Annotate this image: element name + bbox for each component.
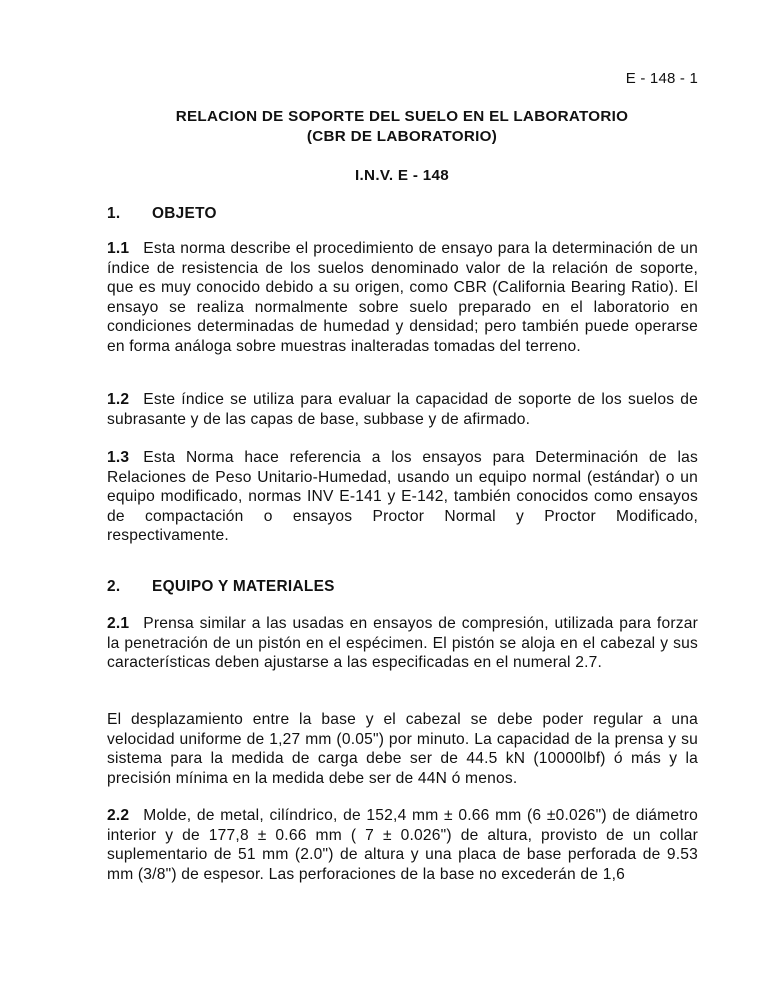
page-number: E - 148 - 1	[625, 70, 698, 87]
paragraph-1-3	[107, 448, 698, 546]
section-number: 2.	[107, 578, 121, 595]
paragraph-text: Molde, de metal, cilíndrico, de 152,4 mm ± 0.66 mm (6 ±0.026") de diámetro interior y de 177,8 ± 0.66 mm ( 7 ± 0.026") de altura, provisto de un collar suplementario de 51 mm (2.0") de altura y una placa de base perforada de 9.53 mm (3/8") de espesor. Las perforaciones de la base no excederán de 1,6	[107, 807, 698, 883]
paragraph-1-2	[107, 390, 698, 429]
paragraph-2-1	[107, 614, 698, 673]
paragraph-number: 1.2	[107, 391, 130, 408]
paragraph-1-1	[107, 239, 698, 357]
paragraph-number: 2.1	[107, 615, 130, 632]
section-title: OBJETO	[152, 205, 217, 222]
paragraph-2-1-continued	[107, 710, 698, 788]
paragraph-text: Prensa similar a las usadas en ensayos de compresión, utilizada para forzar la penetración de un pistón en el espécimen. El pistón se aloja en el cabezal y sus características deben ajustarse a las especificadas en el numeral 2.7.	[107, 615, 698, 672]
paragraph-number: 2.2	[107, 807, 130, 824]
paragraph-text: Esta norma describe el procedimiento de ensayo para la determinación de un índice de resistencia de los suelos denominado valor de la relación de soporte, que es muy conocido debido a su origen, como CBR (California Bearing Ratio). El ensayo se realiza normalmente sobre suelo preparado en el laboratorio en condiciones determinadas de humedad y densidad; pero también puede operarse en forma análoga sobre muestras inalteradas tomadas del terreno.	[107, 240, 698, 355]
paragraph-2-2	[107, 806, 698, 884]
paragraph-text: Esta Norma hace referencia a los ensayos para Determinación de las Relaciones de Peso Unitario-Humedad, usando un equipo normal (estándar) o un equipo modificado, normas INV E-141 y E-142, también conocidos como ensayos de compactación o ensayos Proctor Normal y Proctor Modificado, respectivamente.	[107, 449, 698, 545]
section-title: EQUIPO Y MATERIALES	[152, 578, 335, 595]
section-heading-objeto	[107, 205, 217, 223]
document-title-line2: (CBR DE LABORATORIO)	[306, 128, 498, 145]
paragraph-text: El desplazamiento entre la base y el cabezal se debe poder regular a una velocidad uniforme de 1,27 mm (0.05") por minuto. La capacidad de la prensa y su sistema para la medida de carga debe ser de 44.5 kN (10000lbf) ó más y la precisión mínima en la medida debe ser de 44N ó menos.	[107, 711, 698, 787]
section-number: 1.	[107, 205, 121, 222]
document-title-line1: RELACION DE SOPORTE DEL SUELO EN EL LABORATORIO	[175, 108, 629, 125]
section-heading-equipo	[107, 578, 335, 596]
paragraph-number: 1.1	[107, 240, 130, 257]
paragraph-number: 1.3	[107, 449, 130, 466]
document-code: I.N.V. E - 148	[355, 167, 449, 184]
paragraph-text: Este índice se utiliza para evaluar la capacidad de soporte de los suelos de subrasante y de las capas de base, subbase y de afirmado.	[107, 391, 698, 428]
